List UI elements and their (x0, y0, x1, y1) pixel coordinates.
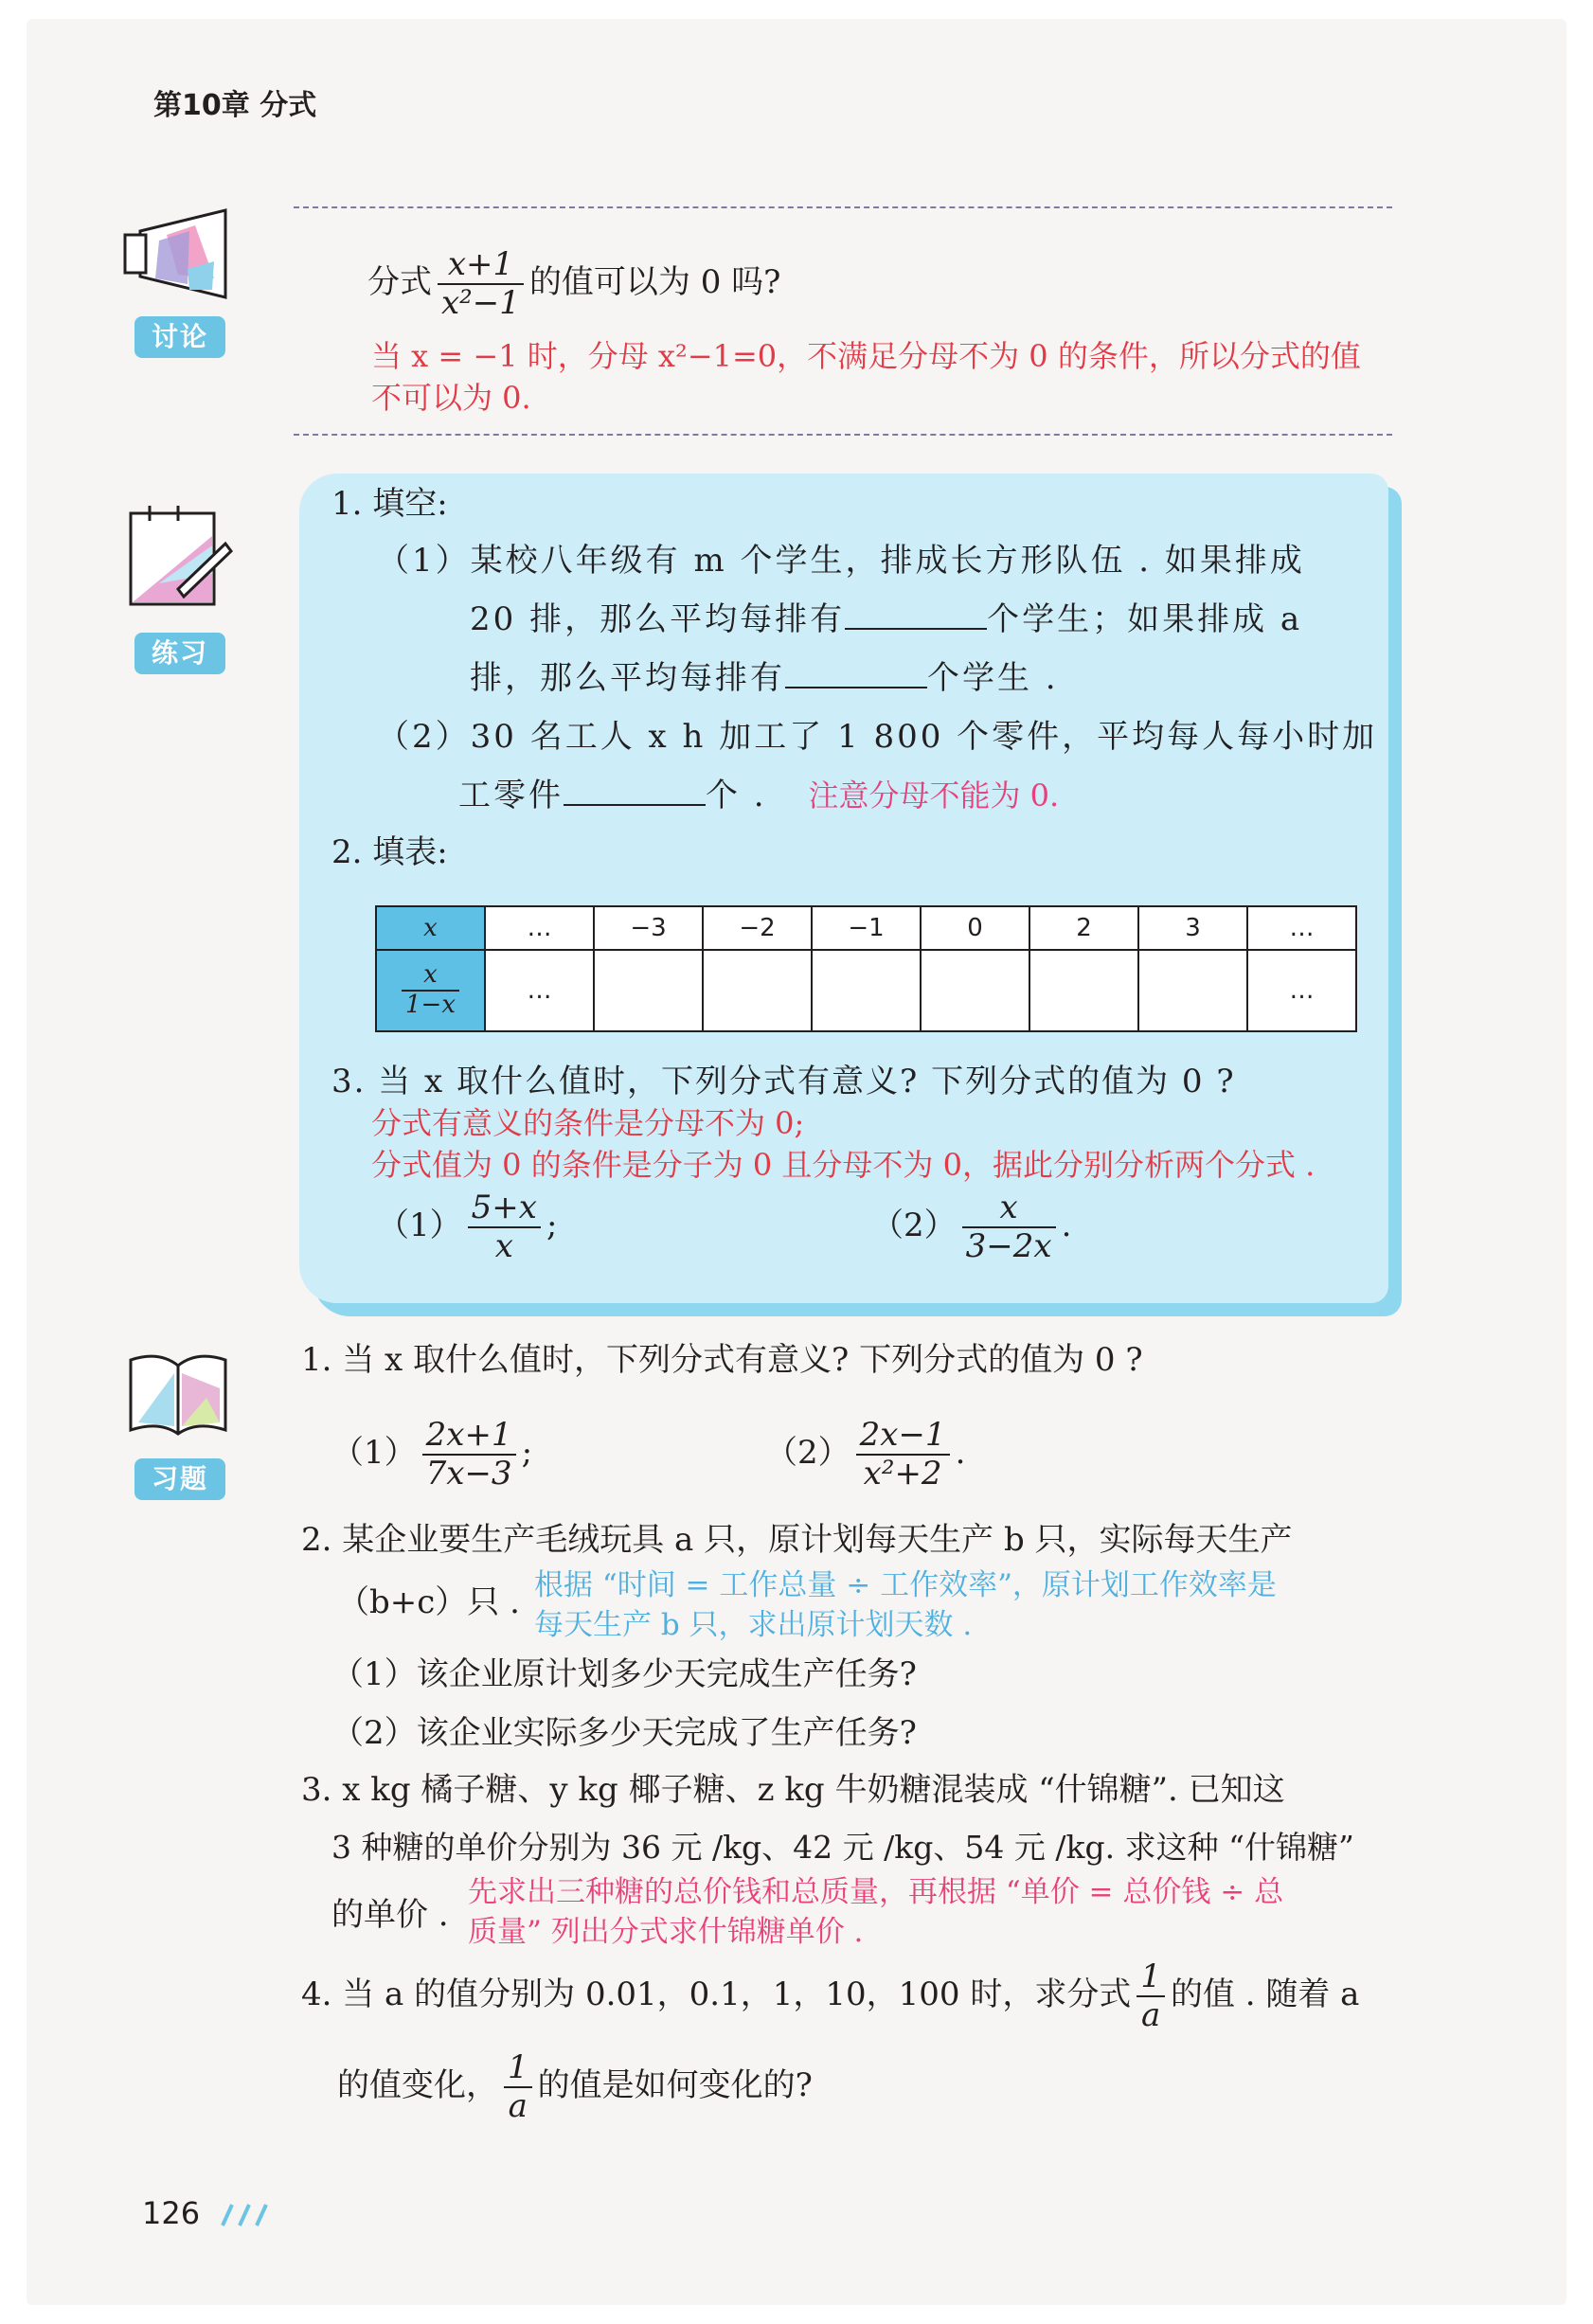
table-cell[interactable] (703, 950, 812, 1031)
page-number (142, 2195, 281, 2231)
practice-icon-box (121, 498, 235, 616)
practice-q1-2-line2 (458, 775, 1059, 816)
answer-blank-3[interactable] (564, 776, 706, 806)
question-prefix: 分式 (367, 263, 432, 302)
page-number-text: 126 (142, 2195, 201, 2231)
practice-q1-1-line3 (470, 657, 1059, 699)
q3-2-denominator: 3−2x (965, 1227, 1052, 1266)
q3-1-denominator: x (494, 1227, 513, 1266)
exercise-1-title: 1. 当 x 取什么值时，下列分式有意义? 下列分式的值为 0 ? (301, 1341, 1143, 1379)
head-fraction-numerator: x (402, 961, 459, 992)
table-cell: −1 (812, 906, 921, 950)
e1-1-end: ; (521, 1434, 533, 1473)
q3-1-end: ; (546, 1207, 558, 1245)
exercise-3-line2: 3 种糖的单价分别为 36 元 /kg、42 元 /kg、54 元 /kg. 求这种 “什锦糖” (331, 1829, 1354, 1866)
e1-2-label: （2） (765, 1434, 850, 1473)
head-fraction (402, 961, 459, 1020)
table-row (376, 906, 1356, 950)
e4-line2-part-b: 的值是如何变化的? (537, 2066, 813, 2105)
exercise-1-2 (765, 1417, 965, 1493)
line3-part-b: 个学生 . (927, 659, 1059, 697)
fraction-numerator: x+1 (438, 246, 524, 285)
e1-1-label: （1） (331, 1434, 417, 1473)
exercise-2-note1: 根据 “时间 = 工作总量 ÷ 工作效率”，原计划工作效率是 (534, 1568, 1277, 1602)
table-cell: … (1247, 906, 1356, 950)
e1-2-numerator: 2x−1 (856, 1417, 950, 1456)
line2-part-a: 20 排，那么平均每排有 (470, 600, 846, 638)
q3-1-numerator: 5+x (468, 1189, 541, 1228)
exercise-3-note2: 质量” 列出分式求什锦糖单价 . (468, 1915, 864, 1949)
e1-1-denominator: 7x−3 (425, 1455, 512, 1493)
e4-line2-part-a: 的值变化， (337, 2066, 498, 2105)
practice-q3-1 (377, 1189, 557, 1265)
value-table (375, 905, 1357, 1032)
practice-q3-note1: 分式有意义的条件是分母不为 0; (371, 1105, 805, 1141)
exercise-3-line1: 3. x kg 橘子糖、y kg 椰子糖、z kg 牛奶糖混装成 “什锦糖”. 已知这 (301, 1771, 1285, 1809)
exercise-4-line1 (301, 1958, 1359, 2034)
e4-line2-fraction (504, 2049, 532, 2125)
practice-q3-title: 3. 当 x 取什么值时，下列分式有意义? 下列分式的值为 0 ? (331, 1063, 1236, 1100)
table-row (376, 950, 1356, 1031)
q1-2-part-a: 工零件 (458, 777, 564, 814)
practice-q1-title: 1. 填空: (331, 485, 448, 523)
e1-1-numerator: 2x+1 (422, 1417, 516, 1456)
practice-q2-title: 2. 填表: (331, 833, 448, 871)
table-cell: 2 (1029, 906, 1138, 950)
answer-blank-2[interactable] (785, 658, 927, 688)
table-cell: 0 (921, 906, 1029, 950)
exercise-1-1 (331, 1417, 532, 1493)
divider-top (294, 206, 1392, 208)
head-fraction-denominator: 1−x (405, 991, 456, 1019)
practice-q1-1-line1: （1）某校八年级有 m 个学生，排成长方形队伍 . 如果排成 (377, 542, 1305, 580)
table-cell[interactable] (594, 950, 703, 1031)
practice-q1-2-line1: （2）30 名工人 x h 加工了 1 800 个零件，平均每人每小时加 (377, 718, 1378, 756)
exercise-icon-box (121, 1332, 235, 1445)
line2-part-b: 个学生；如果排成 a (987, 600, 1303, 638)
table-cell[interactable] (1029, 950, 1138, 1031)
table-cell: −2 (703, 906, 812, 950)
e1-1-fraction (422, 1417, 516, 1493)
open-book-icon (121, 1332, 235, 1441)
fraction-denominator: x²−1 (441, 284, 520, 323)
table-cell: … (485, 906, 594, 950)
slash-decoration-icon (215, 2201, 281, 2229)
table-cell: … (1247, 950, 1356, 1031)
table-head-x: x (376, 906, 485, 950)
exercise-4-line2 (337, 2049, 813, 2125)
e4-part-b: 的值 . 随着 a (1170, 1975, 1360, 2014)
exercise-2-line2: （b+c）只 . (337, 1583, 520, 1621)
exercise-badge: 习题 (134, 1458, 225, 1500)
line3-part-a: 排，那么平均每排有 (470, 659, 785, 697)
table-cell: −3 (594, 906, 703, 950)
divider-bottom (294, 434, 1392, 436)
e4-line2-denominator: a (508, 2087, 528, 2126)
notebook-pencil-icon (121, 498, 235, 612)
practice-q1-1-line2 (470, 599, 1302, 640)
e1-2-fraction (856, 1417, 950, 1493)
e4-numerator: 1 (1137, 1958, 1165, 1997)
exercise-2-q1: （1）该企业原计划多少天完成生产任务? (331, 1655, 917, 1693)
practice-q3-2 (871, 1189, 1071, 1265)
q3-2-end: . (1061, 1207, 1072, 1245)
chapter-header: 第10章 分式 (153, 89, 317, 122)
table-cell[interactable] (921, 950, 1029, 1031)
discussion-icon-box (121, 203, 235, 311)
q3-1-label: （1） (377, 1207, 462, 1245)
exercise-2-note2: 每天生产 b 只，求出原计划天数 . (534, 1608, 973, 1642)
exercise-3-line3: 的单价 . (331, 1896, 449, 1934)
exercise-2-q2: （2）该企业实际多少天完成了生产任务? (331, 1714, 917, 1752)
discussion-badge: 讨论 (134, 316, 225, 358)
q1-2-note: 注意分母不能为 0. (808, 778, 1060, 813)
q3-2-fraction (962, 1189, 1056, 1265)
q3-2-label: （2） (871, 1207, 957, 1245)
e1-2-denominator: x²+2 (863, 1455, 942, 1493)
discussion-answer-line1: 当 x = −1 时，分母 x²−1=0，不满足分母不为 0 的条件，所以分式的值 (371, 338, 1361, 374)
e4-line2-numerator: 1 (504, 2049, 532, 2088)
e1-2-end: . (955, 1434, 966, 1473)
q1-2-part-b: 个 . (706, 777, 767, 814)
question-suffix: 的值可以为 0 吗? (528, 263, 781, 302)
table-cell[interactable] (1138, 950, 1247, 1031)
discussion-answer-line2: 不可以为 0. (371, 380, 531, 416)
q3-2-numerator: x (962, 1189, 1056, 1228)
exercise-3-note1: 先求出三种糖的总价钱和总质量，再根据 “单价 = 总价钱 ÷ 总 (468, 1875, 1284, 1909)
e4-fraction (1137, 1958, 1165, 2034)
e4-denominator: a (1140, 1996, 1161, 2035)
table-cell: 3 (1138, 906, 1247, 950)
megaphone-icon (121, 203, 235, 307)
practice-q3-note2: 分式值为 0 的条件是分子为 0 且分母不为 0，据此分别分析两个分式 . (371, 1147, 1316, 1183)
practice-badge: 练习 (134, 633, 225, 674)
discussion-question (367, 246, 780, 322)
e4-part-a: 4. 当 a 的值分别为 0.01，0.1，1，10，100 时，求分式 (301, 1975, 1132, 2014)
exercise-2-line1: 2. 某企业要生产毛绒玩具 a 只，原计划每天生产 b 只，实际每天生产 (301, 1521, 1293, 1559)
table-head-fraction (376, 950, 485, 1031)
q3-1-fraction (468, 1189, 541, 1265)
table-cell[interactable] (812, 950, 921, 1031)
question-fraction (438, 246, 524, 322)
table-cell: … (485, 950, 594, 1031)
answer-blank-1[interactable] (845, 599, 987, 630)
